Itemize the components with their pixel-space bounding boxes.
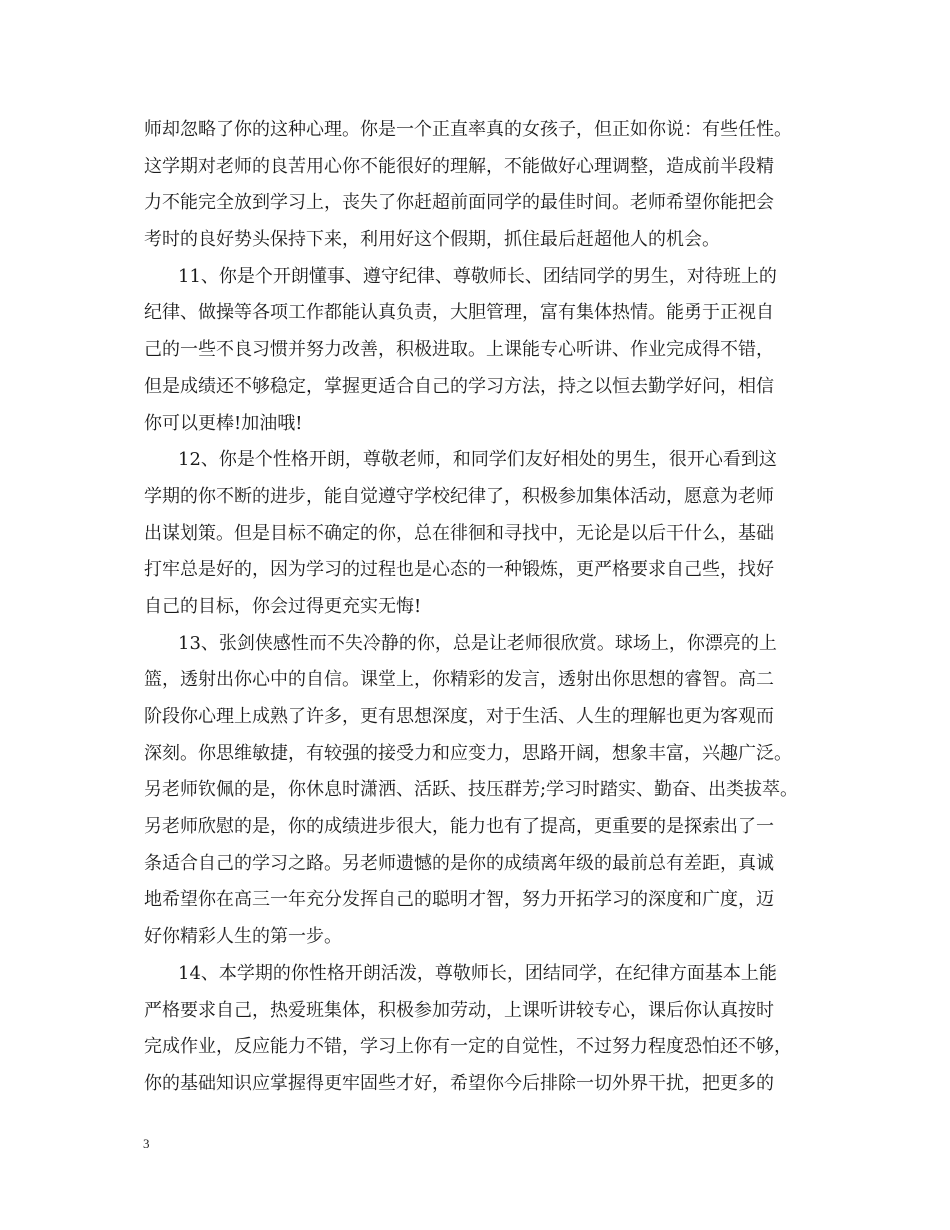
text-line: 己的一些不良习惯并努力改善，积极进取。上课能专心听讲、作业完成得不错， [144,339,774,361]
text-line: 这学期对老师的良苦用心你不能很好的理解，不能做好心理调整，造成前半段精 [144,155,774,177]
paragraph-first-line: 12、你是个性格开朗，尊敬老师，和同学们友好相处的男生，很开心看到这 [178,449,777,471]
text-line: 打牢总是好的，因为学习的过程也是心态的一种锻炼，更严格要求自己些，找好 [144,559,774,581]
text-line: 完成作业，反应能力不错，学习上你有一定的自觉性，不过努力程度恐怕还不够， [144,1036,792,1058]
page-number: 3 [143,1136,150,1151]
paragraph-first-line: 11、你是个开朗懂事、遵守纪律、尊敬师长、团结同学的男生，对待班上的 [178,265,777,287]
text-line: 另老师钦佩的是，你休息时潇洒、活跃、技压群芳;学习时踏实、勤奋、出类拔萃。 [144,779,799,801]
text-line: 但是成绩还不够稳定，掌握更适合自己的学习方法，持之以恒去勤学好问，相信 [144,375,774,397]
text-line: 考时的良好势头保持下来，利用好这个假期，抓住最后赶超他人的机会。 [144,229,720,251]
text-line: 深刻。你思维敏捷，有较强的接受力和应变力，思路开阔，想象丰富，兴趣广泛。 [144,742,792,764]
text-line: 地希望你在高三一年充分发挥自己的聪明才智，努力开拓学习的深度和广度，迈 [144,889,774,911]
text-line: 篮，透射出你心中的自信。课堂上，你精彩的发言，透射出你思想的睿智。高二 [144,669,774,691]
text-line: 好你精彩人生的第一步。 [144,926,342,948]
text-line: 你可以更棒!加油哦! [144,412,303,434]
text-line: 学期的你不断的进步，能自觉遵守学校纪律了，积极参加集体活动，愿意为老师 [144,485,774,507]
text-line: 力不能完全放到学习上，丧失了你赶超前面同学的最佳时间。老师希望你能把会 [144,192,774,214]
text-line: 你的基础知识应掌握得更牢固些才好，希望你今后排除一切外界干扰，把更多的 [144,1072,774,1094]
paragraph-first-line: 14、本学期的你性格开朗活泼，尊敬师长，团结同学，在纪律方面基本上能 [178,962,777,984]
text-line: 另老师欣慰的是，你的成绩进步很大，能力也有了提高，更重要的是探索出了一 [144,816,774,838]
document-body [144,112,824,1103]
text-line: 严格要求自己，热爱班集体，积极参加劳动，上课听讲较专心，课后你认真按时 [144,999,774,1021]
text-line: 自己的目标，你会过得更充实无悔! [144,595,422,617]
text-line: 条适合自己的学习之路。另老师遗憾的是你的成绩离年级的最前总有差距，真诚 [144,852,774,874]
text-line: 出谋划策。但是目标不确定的你，总在徘徊和寻找中，无论是以后干什么，基础 [144,522,774,544]
text-line: 阶段你心理上成熟了许多，更有思想深度，对于生活、人生的理解也更为客观而 [144,706,774,727]
text-line: 纪律、做操等各项工作都能认真负责，大胆管理，富有集体热情。能勇于正视自 [144,302,774,324]
paragraph-first-line: 13、张剑侠感性而不失冷静的你，总是让老师很欣赏。球场上，你漂亮的上 [178,632,777,654]
text-line: 师却忽略了你的这种心理。你是一个正直率真的女孩子，但正如你说：有些任性。 [144,119,792,140]
